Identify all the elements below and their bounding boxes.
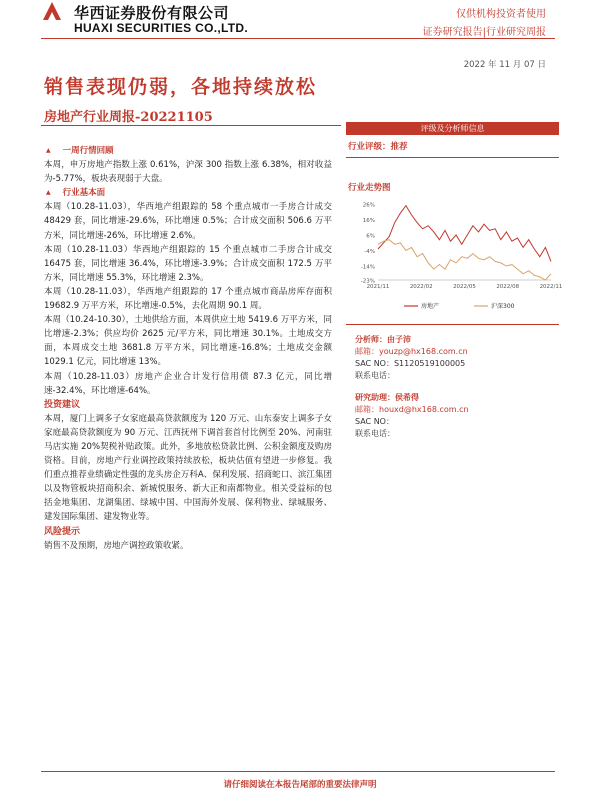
industry-rating: 行业评级：推荐 — [348, 142, 408, 152]
paragraph-risk: 销售不及预期，房地产调控政策收紧。 — [44, 540, 189, 551]
series-line-1 — [378, 240, 551, 280]
company-name-cn: 华西证券股份有限公司 — [74, 4, 230, 22]
paragraph-market-review: 本周，申万房地产指数上涨 0.61%，沪深 300 指数上涨 6.38%，相对收益为-5.77%，板块表现弱于大盘。 — [44, 160, 332, 185]
y-tick-label: 26% — [362, 202, 375, 209]
assistant-sac: SAC NO： — [355, 417, 394, 426]
assistant-phone: 联系电话： — [355, 429, 395, 438]
section-heading-risk: 风险提示 — [44, 526, 81, 537]
assistant-email[interactable]: 邮箱：houxd@hx168.com.cn — [355, 405, 469, 414]
x-tick-label: 2021/11 — [366, 284, 390, 290]
page-title: 销售表现仍弱，各地持续放松 — [44, 76, 318, 98]
audience-note: 仅供机构投资者使用 — [456, 9, 546, 20]
analyst-name: 分析师：由子沛 — [355, 335, 411, 344]
legal-notice: 请仔细阅读在本报告尾部的重要法律声明 — [223, 780, 377, 790]
y-tick-label: 16% — [362, 218, 375, 225]
company-name-en: HUAXI SECURITIES CO.,LTD. — [74, 21, 248, 35]
panel-divider — [346, 324, 559, 325]
y-tick-label: 6% — [366, 233, 375, 240]
series-line-0 — [378, 206, 551, 262]
assistant-block — [355, 392, 469, 440]
assistant-name: 研究助理：侯希得 — [355, 393, 419, 402]
report-type: 证券研究报告|行业研究周报 — [422, 27, 546, 38]
section-heading-fundamentals: ▲ 行业基本面 — [44, 186, 332, 200]
x-tick-label: 2022/05 — [453, 284, 476, 290]
y-tick-label: -4% — [364, 249, 375, 256]
trend-chart-title: 行业走势图 — [348, 183, 391, 193]
title-divider — [41, 125, 341, 126]
x-tick-label: 2022/02 — [409, 284, 433, 290]
paragraph-land-market: 本周（10.24-10.30），土地供给方面，本周供应土地 5419.6 万平方米，同比增速-2.3%；供应均价 2625 元/平方米，同比增速 30.1%。土地成交方面，本周成交土地 3681.8 万平方米，同比增速-16.8%；土地成交金额 1029.1 亿元，同比增速 13%。 — [44, 315, 332, 368]
analyst-phone: 联系电话： — [355, 371, 395, 380]
panel-divider — [346, 157, 559, 158]
huaxi-logo-icon — [41, 0, 63, 22]
paragraph-second-hand-sales: 本周（10.28-11.03）华西地产组跟踪的 15 个重点城市二手房合计成交 16475 套，同比增速 36.4%，环比增速-3.9%；合计成交面积 172.5 万平方米，同比增速 55.3%，环比增速 2.3%。 — [44, 244, 332, 283]
trend-chart — [346, 196, 563, 320]
paragraph-investment: 本周，厦门上调多子女家庭最高贷款额度为 120 万元、山东泰安上调多子女家庭最高贷款额度为 90 万元、江西抚州下调首套首付比例至 20%、河南驻马店实施 20%契税补贴政策。此外，多地放松贷款比例、公积金额度及购房资格。目前，房地产行业调控政策持续放松，板块估值有望进一步修复。我们重点推荐业绩确定性强的龙头房企万科A、保利发展、招商蛇口、滨江集团以及物管板块招商积余、新城悦服务、新大正和南都物业。相关受益标的包括金地集团、龙湖集团、绿城中国、中国海外发展、保利物业、绿城服务、建发国际集团、建发物业等。 — [44, 413, 332, 523]
x-tick-label: 2022/08 — [496, 284, 520, 290]
section-heading-market-review: ▲ 一周行情回顾 — [44, 144, 332, 158]
analyst-block — [355, 334, 468, 382]
report-body — [44, 144, 332, 553]
legend-label: 房地产 — [421, 303, 440, 310]
x-tick-label: 2022/11 — [539, 284, 563, 290]
paragraph-new-home-sales: 本周（10.28-11.03），华西地产组跟踪的 58 个重点城市一手房合计成交 48429 套，同比增速-29.6%，环比增速 0.5%；合计成交面积 506.6 万平方米，同比增速-26%，环比增速 2.6%。 — [44, 202, 332, 241]
section-heading-investment: 投资建议 — [44, 399, 81, 410]
legend-label: 沪深300 — [491, 303, 515, 310]
report-date: 2022 年 11 月 07 日 — [463, 60, 546, 70]
y-tick-label: -23% — [360, 278, 375, 285]
header-divider — [41, 38, 555, 39]
analyst-email[interactable]: 邮箱：youzp@hx168.com.cn — [355, 347, 468, 356]
analyst-sac: SAC NO：S1120519100005 — [355, 359, 466, 368]
y-tick-label: -14% — [360, 264, 375, 271]
page-subtitle: 房地产行业周报-20221105 — [44, 110, 213, 125]
footer-divider — [41, 771, 555, 772]
rating-panel-header: 评级及分析师信息 — [346, 122, 559, 135]
paragraph-credit-bonds: 本周（10.28-11.03）房地产企业合计发行信用债 87.3 亿元，同比增速-32.4%，环比增速-64%。 — [44, 371, 332, 396]
paragraph-inventory: 本周（10.28-11.03），华西地产组跟踪的 17 个重点城市商品房库存面积 19682.9 万平方米，环比增速-0.5%，去化周期 90.1 周。 — [44, 286, 332, 312]
